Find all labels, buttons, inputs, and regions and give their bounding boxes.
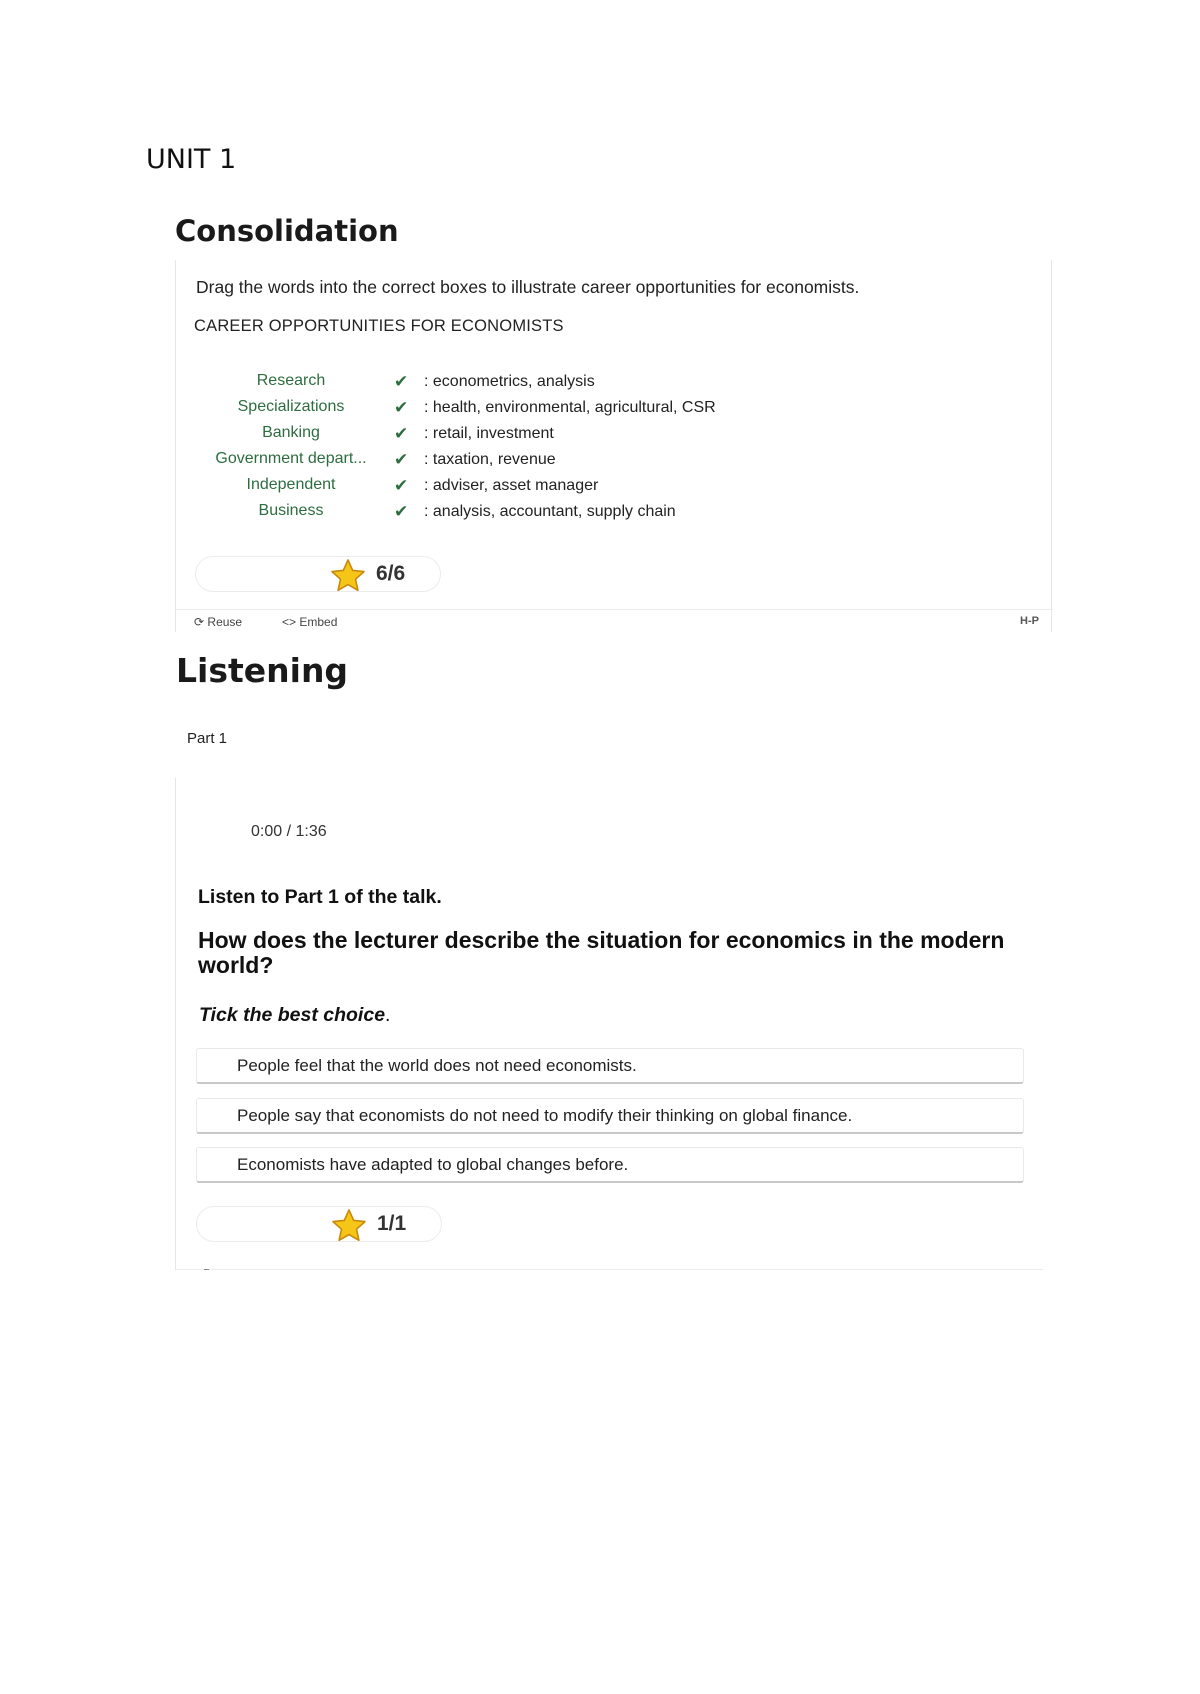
career-table-heading: CAREER OPPORTUNITIES FOR ECONOMISTS [194, 317, 564, 335]
score-bar [195, 556, 441, 592]
score-value: 1/1 [377, 1212, 407, 1235]
star-icon [331, 1208, 367, 1242]
drag-words-activity [175, 260, 1052, 632]
career-row [176, 476, 1053, 500]
drop-zone-value[interactable]: : health, environmental, agricultural, CSR [424, 399, 716, 416]
row-label: Research [256, 372, 326, 389]
check-icon: ✔ [394, 476, 409, 495]
answer-option-text: People feel that the world does not need economists. [237, 1056, 637, 1075]
career-row [176, 372, 1053, 396]
reuse-label: Reuse [207, 615, 243, 629]
check-icon: ✔ [394, 398, 409, 417]
check-icon: ✔ [394, 424, 409, 443]
drop-zone-value[interactable]: : retail, investment [424, 425, 554, 442]
row-label: Government depart... [215, 450, 367, 467]
audio-time: 0:00 / 1:36 [251, 823, 327, 840]
divider [204, 1269, 209, 1270]
embed-icon: <> [282, 615, 297, 629]
answer-option[interactable] [196, 1098, 1024, 1134]
row-label: Specializations [237, 398, 345, 415]
check-icon: ✔ [394, 372, 409, 391]
reuse-icon: ⟳ [194, 615, 205, 629]
career-row [176, 398, 1053, 422]
row-label: Banking [262, 424, 320, 441]
tick-main: Tick the best choice [199, 1004, 386, 1026]
tick-instruction [199, 1004, 390, 1027]
row-label: Business [258, 502, 324, 519]
check-icon: ✔ [394, 450, 409, 469]
drop-zone-value[interactable]: : taxation, revenue [424, 451, 556, 468]
listening-heading: Listening [176, 651, 349, 690]
row-label: Independent [246, 476, 336, 493]
activity-footer [176, 609, 1053, 632]
consolidation-heading: Consolidation [175, 214, 399, 248]
career-row [176, 450, 1053, 474]
answer-option[interactable] [196, 1048, 1024, 1084]
score-bar [196, 1206, 442, 1242]
star-icon [330, 558, 366, 592]
listening-activity [175, 778, 1043, 1270]
unit-title: UNIT 1 [146, 144, 237, 175]
question-text: How does the lecturer describe the situation for economics in the modern world? [198, 927, 1005, 978]
career-row [176, 502, 1053, 526]
embed-button[interactable] [282, 615, 337, 629]
drop-zone-value[interactable]: : analysis, accountant, supply chain [424, 503, 676, 520]
answer-option[interactable] [196, 1147, 1024, 1183]
activity-instruction: Drag the words into the correct boxes to illustrate career opportunities for economists. [196, 277, 860, 297]
answer-option-text: Economists have adapted to global changes before. [237, 1155, 629, 1174]
drop-zone-value[interactable]: : econometrics, analysis [424, 373, 595, 390]
check-icon: ✔ [394, 502, 409, 521]
score-value: 6/6 [376, 562, 406, 585]
h5p-logo[interactable]: H-P [1020, 615, 1039, 627]
listening-instruction: Listen to Part 1 of the talk. [198, 886, 442, 908]
embed-label: Embed [299, 615, 338, 629]
part-label: Part 1 [187, 730, 228, 747]
tick-tail: . [385, 1004, 391, 1026]
reuse-button[interactable] [194, 615, 242, 629]
career-row [176, 424, 1053, 448]
answer-option-text: People say that economists do not need to modify their thinking on global finance. [237, 1106, 853, 1125]
drop-zone-value[interactable]: : adviser, asset manager [424, 477, 599, 494]
